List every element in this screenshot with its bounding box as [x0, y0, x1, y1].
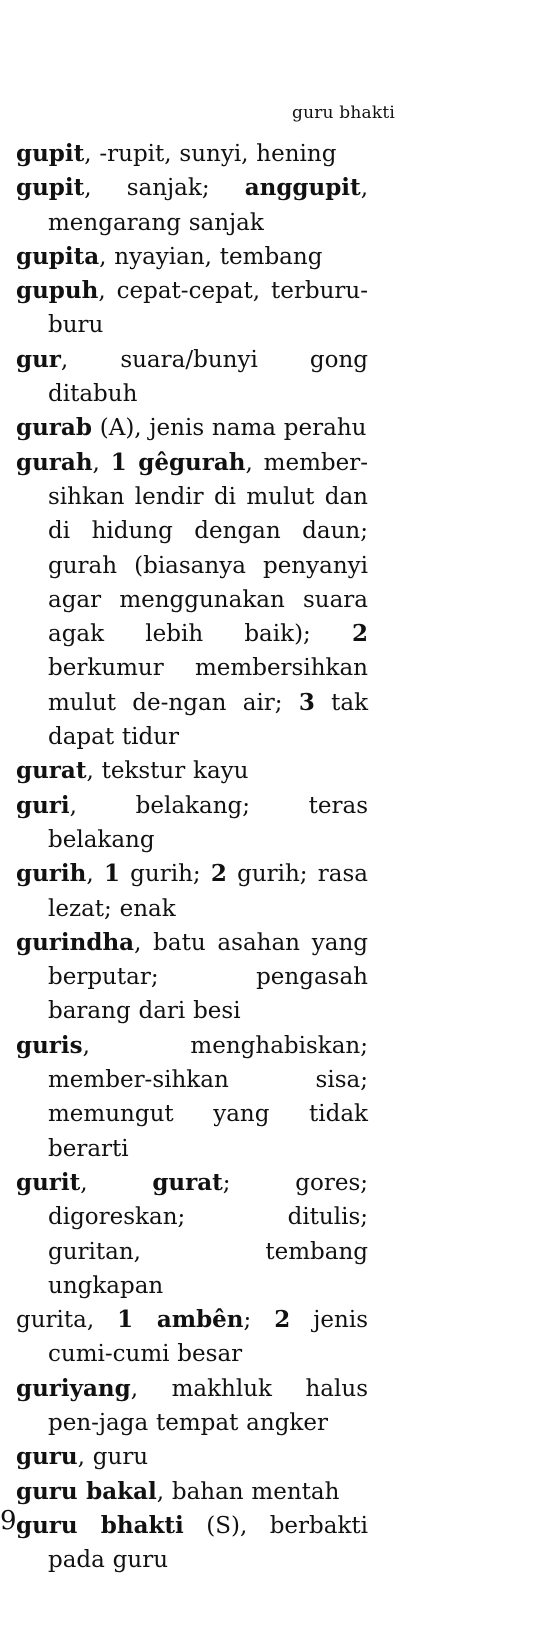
entry-headword: gurih — [16, 860, 87, 888]
entry-text: , sanjak; — [84, 175, 245, 202]
dictionary-entry — [16, 1475, 368, 1509]
entry-text: (A), jenis nama perahu — [91, 415, 367, 442]
entry-text: , makhluk halus pen-jaga tempat angker — [48, 1375, 368, 1436]
entry-text: , — [80, 1169, 153, 1196]
entry-headword: gurit — [16, 1168, 81, 1196]
entry-text: gurih; rasa lezat; enak — [48, 861, 368, 922]
dictionary-entry — [16, 1303, 368, 1372]
entry-headword: anggupit — [244, 174, 361, 202]
dictionary-entry — [16, 754, 368, 788]
entry-text: (S), berbakti pada guru — [48, 1512, 369, 1574]
dictionary-entry — [16, 1509, 368, 1578]
entry-headword: 2 — [274, 1306, 291, 1334]
entry-text: , -rupit, sunyi, hening — [84, 141, 337, 167]
entry-text: , — [92, 449, 111, 476]
dictionary-entry — [16, 274, 368, 343]
entry-text: , menghabiskan; member-sihkan sisa; memungut yang tidak berarti — [48, 1032, 368, 1162]
running-head: guru bhakti — [292, 103, 396, 123]
entry-headword: guru bhakti — [16, 1511, 184, 1539]
entry-text: , cepat-cepat, terburu-buru — [48, 278, 368, 339]
dictionary-entry — [16, 343, 368, 412]
entry-headword: gupit — [16, 174, 85, 202]
entry-headword: gupuh — [16, 277, 99, 305]
entry-headword: gurindha — [16, 928, 135, 956]
entry-text: berkumur membersihkan mulut de-ngan air; — [48, 655, 368, 716]
entry-text: ; — [243, 1307, 275, 1334]
dictionary-entry — [16, 789, 368, 858]
entry-headword: guriyang — [16, 1374, 131, 1402]
entry-text: , mengarang sanjak — [48, 175, 368, 236]
entry-text: gurih; — [119, 861, 211, 888]
entry-headword: 1 gêgurah — [110, 448, 246, 476]
dictionary-entry — [16, 926, 368, 1029]
entry-headword: gurab — [16, 414, 92, 442]
entry-headword: 2 — [210, 860, 227, 888]
entry-text: gurita, — [16, 1307, 118, 1334]
dictionary-entry — [16, 1372, 368, 1441]
entry-headword: guri — [16, 791, 70, 819]
entry-headword: 1 — [103, 860, 120, 888]
entry-text: , — [86, 861, 104, 888]
entry-headword: 3 — [298, 688, 315, 716]
entry-text: , bahan mentah — [156, 1478, 340, 1505]
entry-headword: 1 ambên — [117, 1306, 244, 1334]
entry-text: , batu asahan yang berputar; pengasah barang dari besi — [48, 929, 368, 1025]
entry-headword: guru — [16, 1443, 78, 1471]
dictionary-entries — [16, 137, 368, 1577]
entry-headword: gupita — [16, 242, 100, 270]
dictionary-entry — [16, 1029, 368, 1166]
dictionary-entry — [16, 137, 368, 171]
dictionary-entry — [16, 1440, 368, 1474]
entry-text: , tekstur kayu — [86, 758, 249, 785]
entry-text: , member-sihkan lendir di mulut dan di hidung dengan daun; gurah (biasanya penyanyi agar menggunakan suara agak lebih baik); — [48, 449, 368, 648]
entry-text: , suara/bunyi gong ditabuh — [48, 346, 368, 408]
entry-headword: 2 — [351, 620, 368, 648]
entry-text: , guru — [77, 1444, 149, 1471]
entry-headword: gupit — [16, 140, 85, 167]
page-number: 9 — [0, 1506, 17, 1536]
entry-text: jenis cumi-cumi besar — [48, 1307, 369, 1368]
entry-text: ; gores; digoreskan; ditulis; guritan, tembang ungkapan — [48, 1169, 368, 1299]
dictionary-entry — [16, 1166, 368, 1303]
dictionary-entry — [16, 857, 368, 926]
entry-headword: guru bakal — [16, 1477, 157, 1505]
entry-headword: gurat — [16, 757, 87, 785]
entry-text: , belakang; teras belakang — [48, 792, 368, 853]
entry-headword: gurah — [16, 448, 93, 476]
dictionary-entry — [16, 171, 368, 240]
dictionary-entry — [16, 446, 368, 755]
entry-headword: gurat — [152, 1168, 223, 1196]
entry-headword: guris — [16, 1031, 83, 1059]
entry-text: tak dapat tidur — [48, 689, 369, 751]
entry-text: , nyayian, tembang — [99, 243, 323, 270]
dictionary-entry — [16, 240, 368, 274]
entry-headword: gur — [16, 345, 61, 373]
dictionary-entry — [16, 411, 368, 445]
